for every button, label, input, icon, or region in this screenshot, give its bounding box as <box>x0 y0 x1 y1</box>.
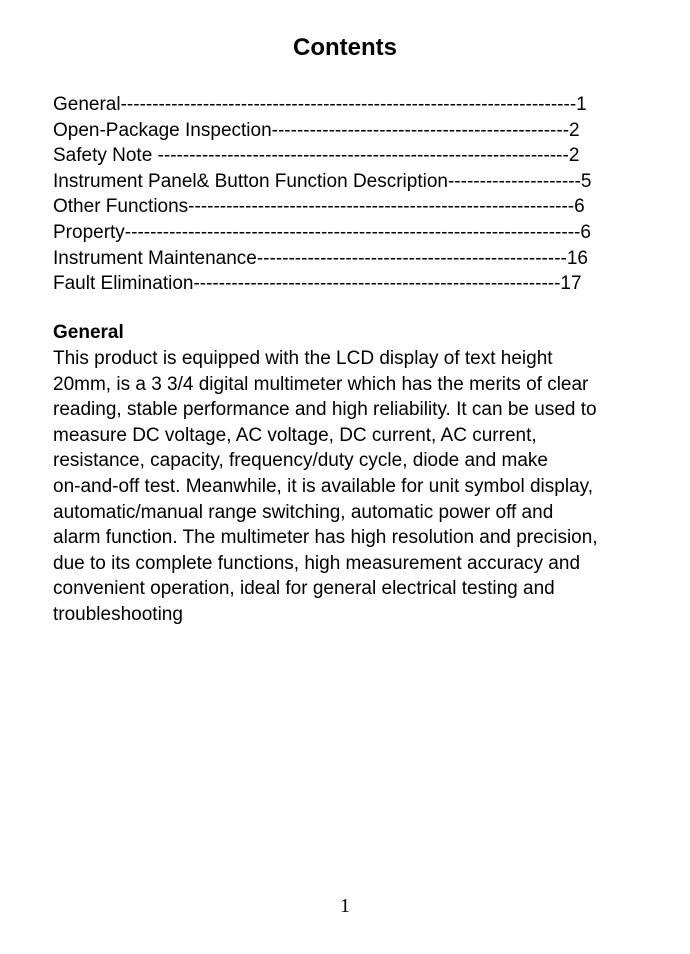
body-line: automatic/manual range switching, automatic power off and <box>53 501 554 523</box>
toc-entry-safety-note[interactable]: Safety Note -----------------------------------------------------------------2 <box>53 145 580 167</box>
body-line: reading, stable performance and high reliability. It can be used to <box>53 399 597 421</box>
body-line: resistance, capacity, frequency/duty cycle, diode and make <box>53 450 548 472</box>
toc-entry-property[interactable]: Property------------------------------------------------------------------------6 <box>53 221 591 243</box>
body-line: convenient operation, ideal for general electrical testing and <box>53 578 555 600</box>
body-line: This product is equipped with the LCD display of text height <box>53 348 553 369</box>
toc-entry-fault-elimination[interactable]: Fault Elimination----------------------------------------------------------17 <box>53 273 582 295</box>
body-line: 20mm, is a 3 3/4 digital multimeter which has the merits of clear <box>53 373 589 395</box>
toc-entry-instrument-panel[interactable]: Instrument Panel& Button Function Description---------------------5 <box>53 170 592 192</box>
body-line: due to its complete functions, high measurement accuracy and <box>53 552 581 574</box>
toc-entry-other-functions[interactable]: Other Functions-------------------------------------------------------------6 <box>53 196 585 218</box>
body-line: alarm function. The multimeter has high resolution and precision, <box>53 527 598 549</box>
body-line: troubleshooting <box>53 603 183 625</box>
toc-entry-instrument-maintenance[interactable]: Instrument Maintenance-------------------------------------------------16 <box>53 247 588 269</box>
section-body <box>53 346 663 628</box>
body-line: measure DC voltage, AC voltage, DC current, AC current, <box>53 424 537 446</box>
page-title: Contents <box>293 34 397 61</box>
table-of-contents <box>53 92 663 297</box>
page-number: 1 <box>340 895 350 917</box>
toc-entry-open-package-inspection[interactable]: Open-Package Inspection-----------------------------------------------2 <box>53 119 580 141</box>
body-line: on-and-off test. Meanwhile, it is available for unit symbol display, <box>53 475 594 497</box>
section-heading: General <box>53 322 124 343</box>
toc-entry-general[interactable]: General------------------------------------------------------------------------1 <box>53 94 587 115</box>
